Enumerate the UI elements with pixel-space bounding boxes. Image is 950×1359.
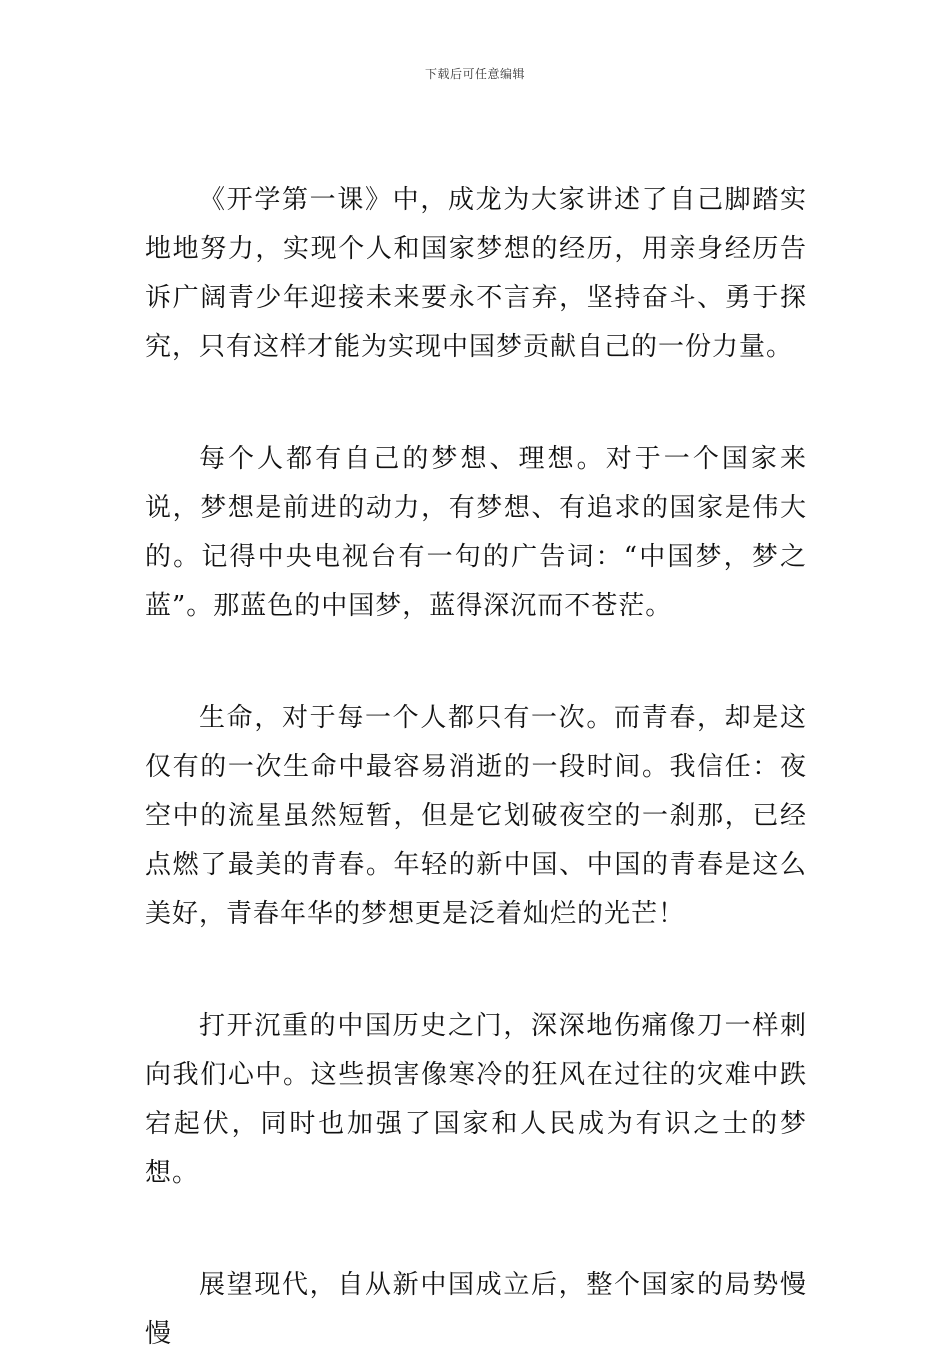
paragraph-1: 《开学第一课》中，成龙为大家讲述了自己脚踏实地地努力，实现个人和国家梦想的经历，用亲身经历告诉广阔青少年迎接未来要永不言弃，坚持奋斗、勇于探究，只有这样才能为实现中国梦贡献自己的一份力量。 xyxy=(145,185,807,362)
paragraph-2: 每个人都有自己的梦想、理想。对于一个国家来说，梦想是前进的动力，有梦想、有追求的国家是伟大的。记得中央电视台有一句的广告词：“中国梦，梦之蓝”。那蓝色的中国梦，蓝得深沉而不苍茫。 xyxy=(145,444,807,621)
paragraph-5: 展望现代，自从新中国成立后，整个国家的局势慢慢 xyxy=(145,1270,807,1349)
header-note: 下载后可任意编辑 xyxy=(424,67,525,81)
paragraph-4: 打开沉重的中国历史之门，深深地伤痛像刀一样刺向我们心中。这些损害像寒冷的狂风在过往的灾难中跌宕起伏，同时也加强了国家和人民成为有识之士的梦想。 xyxy=(145,1011,807,1188)
document-body xyxy=(145,176,807,1359)
paragraph-3: 生命，对于每一个人都只有一次。而青春，却是这仅有的一次生命中最容易消逝的一段时间。我信任：夜空中的流星虽然短暂，但是它划破夜空的一刹那，已经点燃了最美的青春。年轻的新中国、中国的青春是这么美好，青春年华的梦想更是泛着灿烂的光芒！ xyxy=(145,703,807,929)
